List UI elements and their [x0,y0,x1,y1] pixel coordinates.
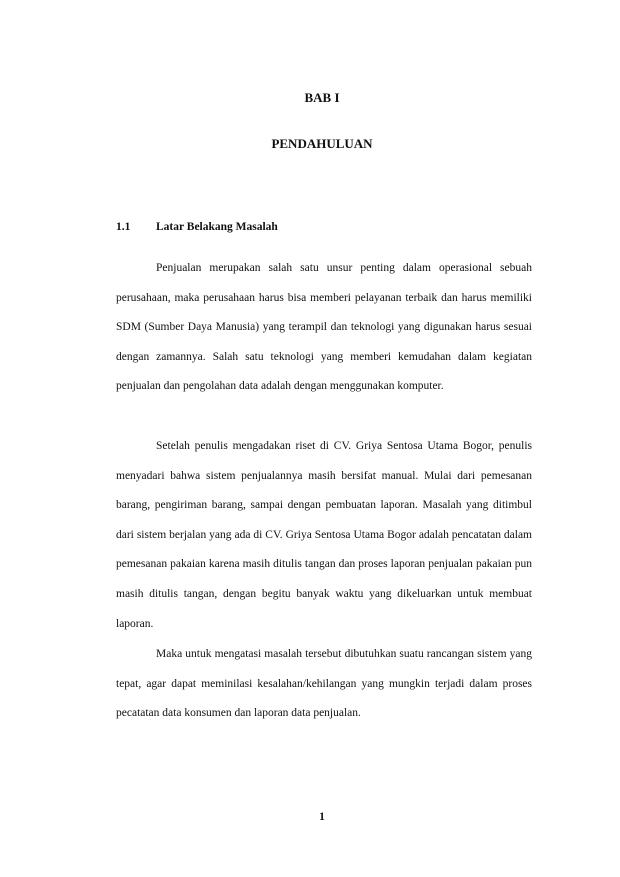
paragraph-1 [116,254,532,402]
paragraph-1-text: Penjualan merupakan salah satu unsur penting dalam operasional sebuah perusahaan, maka perusahaan harus bisa memberi pelayanan terbaik dan harus memiliki SDM (Sumber Daya Manusia) yang terampil dan teknologi yang digunakan harus sesuai dengan zamannya. Salah satu teknologi yang memberi kemudahan dalam kegiatan penjualan dan pengolahan data adalah dengan menggunakan komputer. [116,262,532,393]
paragraph-2-text: Setelah penulis mengadakan riset di CV. Griya Sentosa Utama Bogor, penulis menyadari bahwa sistem penjualannya masih bersifat manual. Mulai dari pemesanan barang, pengiriman barang, sampai dengan pembuatan laporan. Masalah yang ditimbul dari sistem berjalan yang ada di CV. Griya Sentosa Utama Bogor adalah pencatatan dalam pemesanan pakaian karena masih ditulis tangan dan proses laporan penjualan pakaian pun masih ditulis tangan, dengan begitu banyak waktu yang dikeluarkan untuk membuat laporan. [116,440,532,630]
section-heading [116,221,278,233]
chapter-subtitle: PENDAHULUAN [271,136,373,151]
paragraph-2 [116,432,532,639]
chapter-title: BAB I [304,90,340,105]
paragraph-3-text: Maka untuk mengatasi masalah tersebut dibutuhkan suatu rancangan sistem yang tepat, agar dapat meminilasi kesalahan/kehilangan yang mungkin terjadi dalam proses pecatatan data konsumen dan laporan data penjualan. [116,648,532,720]
section-title: Latar Belakang Masalah [156,221,278,233]
section-number: 1.1 [116,221,131,233]
page-number: 1 [319,811,325,823]
paragraph-3 [116,640,532,729]
